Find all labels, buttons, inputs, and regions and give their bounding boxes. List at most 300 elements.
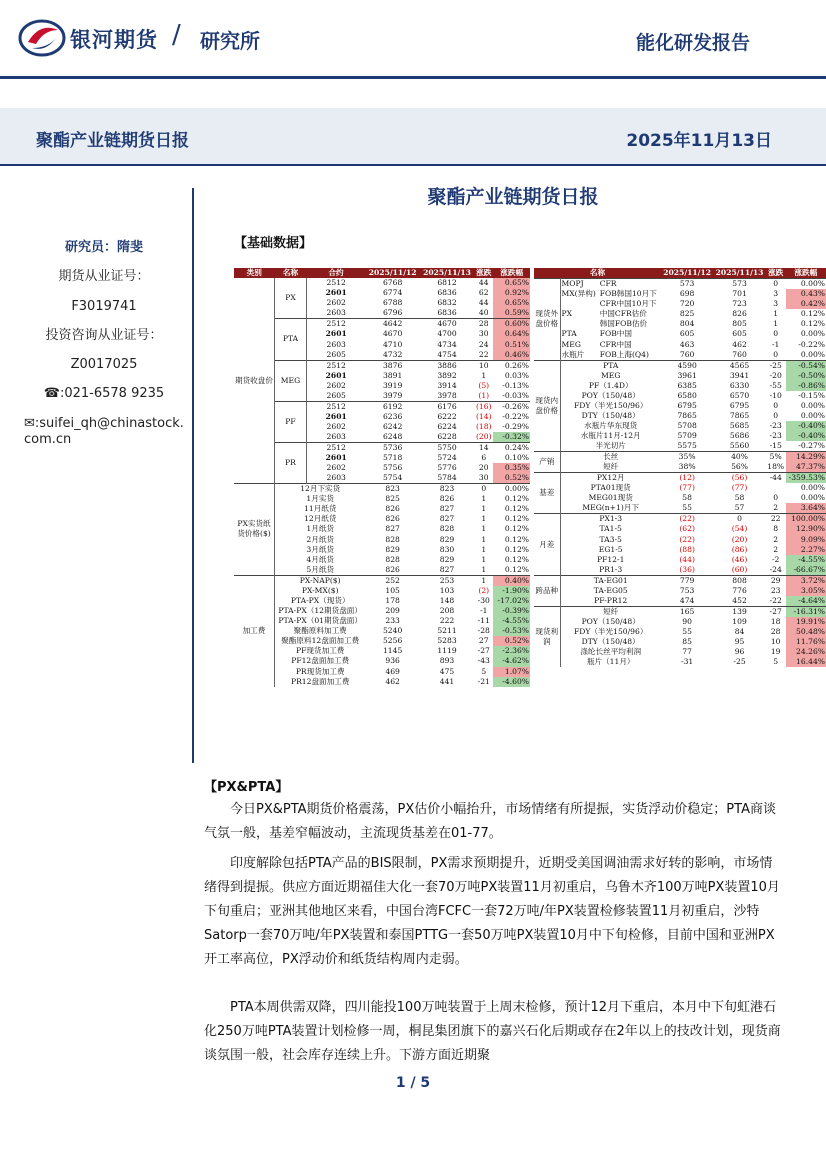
- table-row: [534, 462, 826, 473]
- contract-cell: 2602: [326, 421, 346, 431]
- product-name-cell: PX: [274, 278, 306, 319]
- table-row: [534, 483, 826, 493]
- table-row: [234, 319, 530, 330]
- value-cell: 3979: [382, 390, 403, 400]
- value-cell: 779: [661, 575, 713, 586]
- table-row: [234, 442, 530, 453]
- value-cell: 825: [385, 494, 400, 504]
- report-date: 2025年11月13日: [626, 131, 772, 151]
- name-cell: [560, 299, 599, 309]
- value-cell: 827: [439, 514, 455, 524]
- change-cell: -44: [766, 473, 786, 484]
- table-header-cell: 涨跌幅: [786, 268, 826, 279]
- value-cell: 6248: [382, 431, 403, 441]
- change-pct-cell: -0.13%: [502, 380, 529, 390]
- value-cell: 85: [682, 637, 692, 647]
- table-header-cell: 涨跌: [766, 268, 786, 279]
- change-cell: 0: [773, 329, 779, 339]
- change-pct-cell: 0.12%: [504, 504, 529, 514]
- value-cell: 828: [385, 534, 400, 544]
- change-pct-cell: 0.00%: [800, 400, 825, 410]
- change-cell: 22: [766, 514, 786, 525]
- name-cell: 1月纸货: [306, 524, 335, 534]
- table-row: [234, 494, 530, 504]
- value-cell: 103: [439, 585, 455, 595]
- change-pct-cell: -4.55%: [493, 616, 530, 626]
- value-cell: 6836: [437, 308, 457, 318]
- name-cell: 短纤: [560, 606, 661, 617]
- table-row: [534, 503, 826, 514]
- table-row: [534, 350, 826, 361]
- change-pct-cell: 0.46%: [493, 350, 530, 361]
- change-pct-cell: 0.03%: [504, 370, 529, 380]
- change-pct-cell: 1.07%: [493, 667, 530, 677]
- value-cell: 5685: [729, 421, 750, 431]
- name-cell: PF现货加工费: [296, 646, 345, 656]
- change-cell: -20: [769, 370, 782, 380]
- change-cell: -27: [477, 646, 490, 656]
- spec-cell: CFR中国10月下: [599, 299, 657, 309]
- value-cell: 827: [439, 564, 455, 574]
- contract-cell: 2512: [306, 401, 365, 412]
- name-cell: EG1-5: [598, 544, 623, 554]
- futures-cert-number: F3019741: [71, 298, 137, 314]
- top-header: [0, 0, 826, 78]
- value-cell: 40%: [713, 452, 765, 463]
- change-pct-cell: -2.36%: [493, 646, 530, 656]
- change-pct-cell: 0.00%: [493, 484, 530, 495]
- change-pct-cell: -4.62%: [493, 656, 530, 666]
- change-cell: 3: [773, 299, 779, 309]
- value-cell: 441: [439, 676, 455, 686]
- contract-cell: 2603: [326, 308, 346, 318]
- value-cell: -31: [681, 657, 694, 667]
- change-pct-cell: -0.86%: [786, 381, 826, 391]
- change-pct-cell: -4.64%: [786, 596, 826, 607]
- change-pct-cell: -0.22%: [798, 339, 825, 349]
- table-row: [534, 431, 826, 441]
- name-cell: MOPJ: [560, 279, 599, 290]
- value-cell: 475: [439, 666, 455, 676]
- value-cell: 5718: [382, 452, 403, 462]
- report-band: [0, 108, 826, 166]
- value-cell: 827: [385, 524, 400, 534]
- contract-cell: 2601: [325, 370, 347, 380]
- value-cell: 462: [732, 339, 747, 349]
- name-cell: TA-EG01: [560, 575, 661, 586]
- contract-cell: 2601: [325, 411, 347, 421]
- value-cell: 701: [732, 289, 747, 299]
- institute-name: 研究所: [200, 29, 260, 53]
- contract-cell: 2601: [325, 329, 347, 339]
- table-row: [534, 441, 826, 452]
- change-pct-cell: -0.03%: [502, 390, 529, 400]
- value-cell: 178: [385, 595, 400, 605]
- name-cell: PTA-PX（12期货盘面）: [278, 606, 362, 616]
- change-pct-cell: 0.60%: [493, 319, 530, 330]
- contract-cell: 2605: [326, 390, 346, 400]
- value-cell: 826: [385, 504, 400, 514]
- table-row: [534, 627, 826, 637]
- change-pct-cell: 0.12%: [800, 309, 825, 319]
- value-cell: 38%: [678, 462, 696, 472]
- value-cell: (12): [661, 473, 713, 484]
- value-cell: 573: [661, 279, 713, 290]
- value-cell: (88): [679, 544, 695, 554]
- spec-cell: FOB中国: [599, 329, 632, 339]
- value-cell: 253: [420, 575, 474, 586]
- value-cell: 4670: [420, 319, 474, 330]
- email: ✉:suifei_qh@chinastock.com.cn: [24, 415, 184, 447]
- left-data-table: [234, 268, 530, 687]
- change-cell: 5: [481, 666, 487, 676]
- change-pct-cell: 0.65%: [493, 298, 530, 308]
- name-cell: PR1-3: [599, 564, 623, 574]
- value-cell: 7865: [729, 410, 750, 420]
- contract-cell: 2601: [325, 452, 347, 462]
- value-cell: 452: [732, 595, 747, 605]
- change-cell: 1: [481, 370, 487, 380]
- change-pct-cell: 0.00%: [786, 279, 826, 290]
- change-cell: 44: [478, 278, 489, 288]
- value-cell: 57: [734, 503, 745, 513]
- change-cell: 20: [478, 463, 489, 473]
- value-cell: 3886: [420, 360, 474, 371]
- table-row: [534, 421, 826, 431]
- category-cell: 跨品种: [534, 575, 560, 606]
- value-cell: 5724: [437, 452, 457, 462]
- change-cell: 2: [773, 544, 779, 554]
- name-cell: 2月纸货: [306, 534, 335, 544]
- change-cell: 29: [766, 575, 786, 586]
- value-cell: (56): [713, 473, 765, 484]
- name-cell: 长丝: [560, 452, 661, 463]
- table-row: [234, 278, 530, 288]
- change-cell: 62: [478, 288, 489, 298]
- change-cell: 1: [481, 494, 487, 504]
- change-cell: -15: [769, 441, 782, 451]
- value-cell: 5776: [437, 463, 457, 473]
- category-cell: 现货内盘价格: [534, 360, 560, 452]
- name-cell: PTA01现货: [590, 483, 631, 493]
- table-row: [234, 586, 530, 596]
- change-pct-cell: 19.91%: [786, 617, 826, 627]
- value-cell: (60): [731, 564, 748, 574]
- value-cell: 6836: [437, 288, 457, 298]
- table-row: [234, 555, 530, 565]
- page-number: 1 / 5: [395, 1075, 431, 1091]
- value-cell: 6224: [437, 421, 457, 431]
- change-pct-cell: -4.55%: [786, 555, 826, 565]
- table-header-cell: 名称: [534, 268, 661, 279]
- change-cell: 2: [773, 503, 779, 513]
- change-pct-cell: -0.39%: [493, 606, 530, 616]
- value-cell: 4754: [437, 349, 457, 359]
- value-cell: 5709: [677, 431, 697, 441]
- change-cell: 30: [478, 329, 489, 339]
- band-rule: [0, 164, 826, 166]
- value-cell: 5736: [365, 442, 419, 453]
- table-row: [534, 596, 826, 607]
- value-cell: 7865: [677, 410, 697, 420]
- value-cell: 720: [679, 299, 695, 309]
- value-cell: 105: [385, 585, 400, 595]
- value-cell: 5756: [382, 463, 403, 473]
- table-row: [234, 677, 530, 687]
- change-cell: (14): [475, 411, 492, 421]
- value-cell: 3892: [437, 370, 457, 380]
- value-cell: 6236: [382, 411, 403, 421]
- table-row: [534, 565, 826, 576]
- name-cell: PR12盘面加工费: [290, 676, 350, 686]
- change-pct-cell: 0.59%: [493, 308, 530, 319]
- value-cell: 58: [734, 493, 745, 503]
- value-cell: 828: [439, 524, 455, 534]
- value-cell: 4710: [382, 339, 403, 349]
- table-row: [534, 411, 826, 421]
- table-row: [234, 401, 530, 412]
- value-cell: 805: [732, 319, 747, 329]
- name-cell: 涤纶长丝平均利润: [580, 647, 642, 657]
- change-cell: 5: [773, 657, 779, 667]
- name-cell: PF-PR12: [594, 595, 628, 605]
- change-pct-cell: 3.05%: [786, 586, 826, 596]
- product-name-cell: MEG: [274, 360, 306, 401]
- name-cell: POY（150/48）: [581, 390, 640, 400]
- table-header-cell: 2025/11/12: [365, 268, 419, 278]
- table-row: [234, 656, 530, 666]
- change-cell: -23: [769, 421, 782, 431]
- value-cell: (22): [679, 534, 695, 544]
- value-cell: 4590: [661, 360, 713, 371]
- table-row: [234, 545, 530, 555]
- table-row: [534, 524, 826, 534]
- value-cell: 4565: [713, 360, 765, 371]
- value-cell: 6832: [437, 298, 457, 308]
- change-cell: (20): [475, 431, 492, 441]
- value-cell: 109: [732, 616, 747, 626]
- value-cell: 6242: [382, 421, 403, 431]
- change-cell: 1: [481, 554, 487, 564]
- value-cell: 829: [439, 554, 455, 564]
- spec-cell: 中国CFR估价: [599, 309, 647, 319]
- paragraph-3: PTA本周供需双降，四川能投100万吨装置于上周末检修，预计12月下重启，本月中下旬虹港石化250万吨PTA装置计划检修一周，桐昆集团旗下的嘉兴石化后期或存在2年以上的技改计划，现货商谈氛围一般，社会库存连续上升。下游方面近期聚: [204, 1000, 781, 1063]
- value-cell: 5686: [729, 431, 750, 441]
- name-cell: PX: [561, 309, 573, 319]
- value-cell: 5750: [420, 442, 474, 453]
- change-cell: 2: [773, 534, 779, 544]
- table-row: [534, 371, 826, 381]
- category-cell: 期货收盘价: [234, 278, 274, 484]
- value-cell: 828: [385, 554, 400, 564]
- author-sidebar: [20, 240, 188, 461]
- table-row: [234, 626, 530, 636]
- spec-cell: 韩国FOB估价: [599, 319, 648, 329]
- category-cell: 基差: [534, 473, 560, 514]
- table-row: [534, 586, 826, 596]
- change-pct-cell: -16.31%: [786, 606, 826, 617]
- name-cell: DTY（150/48）: [581, 637, 640, 647]
- value-cell: 6228: [437, 431, 457, 441]
- value-cell: 5256: [382, 636, 403, 646]
- table-row: [534, 545, 826, 555]
- name-cell: 1月实货: [306, 494, 335, 504]
- change-pct-cell: 100.00%: [786, 514, 826, 525]
- change-cell: 0: [766, 279, 786, 290]
- category-cell: 月差: [534, 514, 560, 575]
- value-cell: 776: [732, 585, 747, 595]
- contract-cell: 2512: [326, 278, 346, 288]
- change-cell: 1: [481, 564, 487, 574]
- value-cell: 6812: [437, 278, 457, 288]
- change-cell: 28: [474, 319, 493, 330]
- value-cell: 6570: [729, 390, 750, 400]
- change-pct-cell: -17.02%: [493, 596, 530, 606]
- value-cell: 6222: [437, 411, 457, 421]
- change-pct-cell: 14.29%: [786, 452, 826, 463]
- value-cell: (36): [679, 564, 695, 574]
- sidebar-divider: [192, 188, 194, 763]
- name-cell: FDY（半光150/96）: [573, 400, 648, 410]
- value-cell: 148: [439, 595, 455, 605]
- change-pct-cell: 0.52%: [493, 473, 530, 484]
- name-cell: 瓶片（11月）: [586, 657, 635, 667]
- name-cell: 12月纸货: [303, 514, 337, 524]
- value-cell: 3914: [437, 380, 457, 390]
- paragraph-1: 今日PX&PTA期货价格震荡，PX估价小幅抬升，市场情绪有所提振，实货浮动价稳定；PTA商谈气氛一般，基差窄幅波动，主流现货基差在01-77。: [204, 802, 776, 841]
- change-pct-cell: 0.43%: [786, 289, 826, 299]
- table-row: [534, 555, 826, 565]
- table-header-cell: 类别: [234, 268, 274, 278]
- value-cell: 753: [679, 585, 695, 595]
- report-band-title: 聚酯产业链期货日报: [36, 131, 189, 151]
- table-row: [534, 268, 826, 279]
- change-cell: (5): [478, 380, 490, 390]
- value-cell: 90: [682, 616, 692, 626]
- table-row: [534, 606, 826, 617]
- table-header-cell: 合约: [306, 268, 365, 278]
- table-row: [534, 381, 826, 391]
- value-cell: 469: [385, 666, 400, 676]
- change-pct-cell: 11.76%: [786, 637, 826, 647]
- change-pct-cell: 0.35%: [493, 463, 530, 473]
- change-pct-cell: -1.90%: [493, 586, 530, 596]
- change-pct-cell: 0.12%: [504, 514, 529, 524]
- value-cell: 6796: [382, 308, 403, 318]
- name-cell: MX(异构): [561, 289, 596, 299]
- change-pct-cell: -359.53%: [786, 473, 826, 484]
- change-cell: -2: [771, 554, 780, 564]
- change-pct-cell: -0.54%: [786, 360, 826, 371]
- change-pct-cell: 3.72%: [786, 575, 826, 586]
- table-row: [534, 329, 826, 339]
- change-pct-cell: 0.12%: [504, 524, 529, 534]
- table-row: [234, 565, 530, 576]
- value-cell: (22): [661, 514, 713, 525]
- name-cell: TA-EG05: [593, 585, 628, 595]
- table-row: [234, 667, 530, 677]
- change-pct-cell: -0.15%: [798, 390, 825, 400]
- section-px-pta-heading: 【PX&PTA】: [204, 780, 289, 795]
- value-cell: 55: [682, 627, 692, 637]
- name-cell: PX-MX($): [301, 585, 339, 595]
- table-row: [534, 360, 826, 371]
- product-name-cell: PF: [274, 401, 306, 442]
- table-row: [534, 637, 826, 647]
- table-row: [234, 575, 530, 586]
- value-cell: 825: [679, 309, 695, 319]
- value-cell: 605: [679, 329, 695, 339]
- change-cell: -28: [477, 626, 490, 636]
- value-cell: 698: [679, 289, 695, 299]
- name-cell: PTA-PX（01期货盘面）: [278, 616, 362, 626]
- change-pct-cell: 0.40%: [493, 575, 530, 586]
- value-cell: (77): [679, 483, 695, 493]
- change-pct-cell: 0.00%: [800, 483, 825, 493]
- value-cell: 6385: [677, 380, 697, 390]
- value-cell: 165: [661, 606, 713, 617]
- value-cell: 4670: [382, 329, 403, 339]
- value-cell: 760: [679, 349, 695, 359]
- value-cell: (86): [731, 544, 748, 554]
- change-cell: -43: [477, 656, 490, 666]
- change-cell: -24: [769, 564, 782, 574]
- contract-cell: 2512: [306, 360, 365, 371]
- value-cell: 252: [365, 575, 419, 586]
- table-row: [234, 514, 530, 524]
- change-pct-cell: 0.12%: [504, 494, 529, 504]
- value-cell: 826: [385, 564, 400, 574]
- contract-cell: 2602: [326, 463, 346, 473]
- value-cell: 3876: [365, 360, 419, 371]
- change-pct-cell: -0.40%: [786, 421, 826, 431]
- table-row: [234, 504, 530, 514]
- value-cell: 35%: [661, 452, 713, 463]
- value-cell: 6795: [677, 400, 697, 410]
- table-row: [234, 606, 530, 616]
- change-cell: 0: [773, 400, 779, 410]
- change-cell: (18): [475, 421, 492, 431]
- change-cell: 1: [474, 575, 493, 586]
- name-cell: 4月纸货: [306, 554, 335, 564]
- value-cell: 936: [385, 656, 400, 666]
- table-row: [534, 339, 826, 349]
- table-row: [534, 617, 826, 627]
- change-cell: 19: [770, 647, 781, 657]
- change-cell: -21: [477, 676, 490, 686]
- change-pct-cell: 0.92%: [493, 288, 530, 298]
- right-data-table: [534, 268, 826, 667]
- contract-cell: 2603: [326, 339, 346, 349]
- value-cell: 5708: [677, 421, 697, 431]
- change-cell: 5%: [766, 452, 786, 463]
- value-cell: 760: [732, 349, 747, 359]
- name-cell: PR现货加工费: [295, 666, 345, 676]
- value-cell: 95: [734, 637, 745, 647]
- change-cell: 1: [481, 534, 487, 544]
- value-cell: 96: [734, 647, 745, 657]
- name-cell: 3月纸货: [306, 544, 335, 554]
- name-cell: DTY（150/48）: [581, 410, 640, 420]
- report-category: 能化研发报告: [635, 32, 750, 54]
- value-cell: 826: [385, 514, 400, 524]
- value-cell: 3919: [382, 380, 403, 390]
- phone: ☎:021-6578 9235: [43, 386, 165, 402]
- change-cell: 0: [773, 410, 779, 420]
- change-pct-cell: -0.40%: [786, 431, 826, 441]
- value-cell: 6788: [382, 298, 403, 308]
- contract-cell: 2512: [306, 319, 365, 330]
